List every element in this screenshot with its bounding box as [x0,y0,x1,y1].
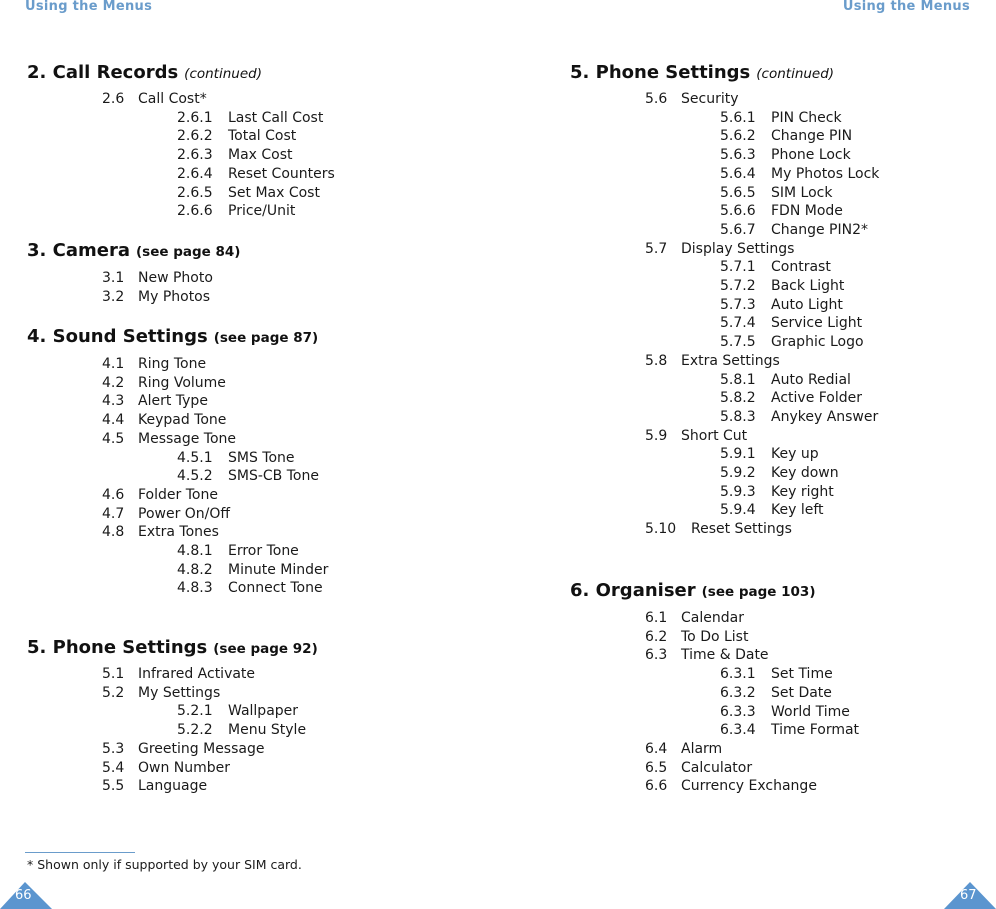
menu-item-number: 5.9.4 [720,502,756,519]
menu-item-number: 5.3 [102,740,125,757]
menu-item-label: Phone Lock [771,147,851,164]
menu-item-label: Language [138,778,208,795]
menu-item-number: 5.6.4 [720,165,756,182]
footnote: * Shown only if supported by your SIM card. [27,857,302,872]
menu-item-number: 6.2 [645,628,668,645]
section-page-note: (see page 87) [213,330,319,346]
menu-item-number: 6.3.2 [720,684,756,701]
menu-item-number: 4.4 [102,412,125,429]
left-section-title [27,326,318,347]
menu-item-label: Auto Redial [771,371,851,388]
page-number-left: 66 [15,888,32,903]
menu-item-number: 5.6.5 [720,184,756,201]
menu-item-number: 5.9 [645,427,668,444]
running-header-right: Using the Menus [842,0,970,14]
menu-item-number: 5.4 [102,759,125,776]
menu-item-number: 5.2.2 [177,722,213,739]
menu-item-number: 5.7.4 [720,315,756,332]
menu-item-label: Max Cost [228,147,293,164]
page-number-right: 67 [960,888,977,903]
menu-item-number: 2.6 [102,91,125,107]
menu-item-number: 6.1 [645,610,668,626]
menu-item-label: Reset Settings [691,521,792,538]
menu-item-label: Active Folder [771,390,863,407]
menu-item-label: Ring Volume [138,374,226,391]
menu-item-label: Key up [771,446,819,463]
section-heading: 5. Phone Settings [570,62,751,83]
menu-item-number: 6.3.4 [720,722,756,739]
menu-item-label: Connect Tone [228,580,323,597]
menu-item-label: Set Time [771,666,833,683]
menu-item-label: PIN Check [771,109,842,126]
menu-item-number: 2.6.6 [177,203,213,220]
page-number-tab-right [942,869,996,909]
menu-item-label: Reset Counters [228,165,335,182]
menu-item-number: 6.5 [645,759,668,776]
menu-item-number: 5.7.3 [720,296,756,313]
menu-item-number: 5.2.1 [177,703,213,720]
menu-item-number: 5.8.3 [720,408,756,425]
menu-item-label: Extra Settings [681,352,780,369]
menu-item-number: 6.3 [645,647,668,664]
menu-item-number: 4.3 [102,393,125,410]
menu-item-label: Service Light [771,315,863,332]
menu-item-label: Alarm [681,740,723,757]
menu-item-label: Wallpaper [228,703,299,720]
menu-item-number: 4.7 [102,505,125,522]
menu-item-label: Key right [771,483,834,500]
section-heading: 2. Call Records [27,62,179,83]
menu-item-label: Key down [771,465,839,481]
menu-item-label: Currency Exchange [681,778,817,795]
menu-item-number: 5.6.6 [720,203,756,220]
menu-item-label: My Settings [138,684,221,701]
menu-item-number: 5.8.2 [720,390,756,407]
section-page-note: (see page 92) [213,641,318,657]
menu-item-number: 2.6.1 [177,109,213,126]
menu-item-label: Keypad Tone [138,412,227,429]
menu-item-number: 2.6.5 [177,184,213,201]
menu-item-label: SMS-CB Tone [228,468,319,485]
menu-item-number: 6.3.3 [720,703,756,720]
running-header-left: Using the Menus [25,0,153,14]
menu-item-number: 4.5.1 [177,449,213,466]
menu-item-number: 2.6.3 [177,147,213,164]
menu-item-label: My Photos [138,288,211,305]
menu-item-label: Ring Tone [138,356,207,372]
right-section-title [570,62,834,83]
menu-item-label: Time & Date [681,647,769,664]
menu-item-label: Time Format [771,722,860,739]
menu-item-number: 4.8.3 [177,580,213,597]
left-section-title [27,240,240,261]
menu-item-label: FDN Mode [771,203,843,220]
menu-item-label: Folder Tone [138,486,218,503]
menu-item-label: My Photos Lock [771,165,880,182]
menu-item-number: 5.7.2 [720,278,756,294]
menu-item-label: Display Settings [681,240,795,257]
menu-item-label: Own Number [138,759,231,776]
menu-item-number: 5.6.3 [720,147,756,164]
menu-item-number: 6.4 [645,740,668,757]
menu-item-label: Graphic Logo [771,334,864,351]
menu-item-label: Last Call Cost [228,109,324,126]
menu-item-label: Minute Minder [228,561,329,578]
menu-item-number: 4.5.2 [177,468,213,485]
right-section-title [570,580,816,601]
menu-item-number: 5.8.1 [720,371,756,388]
menu-item-label: Price/Unit [228,203,296,220]
menu-item-number: 2.6.2 [177,128,213,145]
menu-item-number: 4.8.1 [177,543,213,559]
menu-item-number: 3.2 [102,288,125,305]
menu-item-number: 4.5 [102,430,125,447]
menu-item-number: 4.6 [102,486,125,503]
menu-item-number: 2.6.4 [177,165,213,182]
section-page-note: (continued) [756,66,835,82]
menu-item-label: World Time [771,703,850,720]
menu-item-label: To Do List [681,628,749,645]
menu-item-label: Power On/Off [138,505,231,522]
menu-item-number: 4.8 [102,524,125,541]
menu-item-number: 5.5 [102,778,125,795]
menu-item-number: 6.6 [645,778,668,795]
menu-item-number: 3.1 [102,270,125,286]
section-heading: 3. Camera [27,240,130,261]
menu-item-label: Infrared Activate [138,666,256,682]
menu-item-number: 5.9.1 [720,446,756,463]
menu-item-label: Back Light [771,278,845,294]
section-page-note: (see page 103) [701,584,816,600]
menu-item-number: 4.2 [102,374,125,391]
menu-item-label: Error Tone [228,543,299,559]
left-section-title [27,637,318,658]
menu-item-number: 5.7.1 [720,259,756,276]
menu-item-label: Short Cut [681,427,748,444]
menu-item-number: 5.6.7 [720,221,756,238]
menu-item-number: 5.9.3 [720,483,756,500]
menu-item-label: Alert Type [138,393,208,410]
menu-item-label: Set Max Cost [228,184,320,201]
menu-item-number: 5.7 [645,240,668,257]
page-number-tab-left [0,869,54,909]
menu-item-label: Extra Tones [138,524,219,541]
menu-item-label: Auto Light [771,296,843,313]
menu-item-number: 5.7.5 [720,334,756,351]
menu-item-number: 6.3.1 [720,666,756,683]
menu-item-number: 5.6.1 [720,109,756,126]
menu-item-label: Total Cost [228,128,297,145]
section-page-note: (see page 84) [135,244,241,260]
menu-item-label: Contrast [771,259,831,276]
menu-item-label: Anykey Answer [771,408,879,425]
menu-item-label: Call Cost* [138,91,207,107]
footnote-rule [25,852,135,853]
menu-item-number: 5.2 [102,684,125,701]
menu-item-number: 5.6.2 [720,128,756,145]
menu-item-label: Calendar [681,610,744,626]
menu-item-label: SMS Tone [228,449,295,466]
menu-item-label: Change PIN [771,128,853,145]
menu-item-number: 5.8 [645,352,668,369]
menu-item-number: 5.9.2 [720,465,756,481]
menu-item-label: Message Tone [138,430,237,447]
menu-item-number: 4.8.2 [177,561,213,578]
section-page-note: (continued) [184,66,262,82]
menu-item-number: 5.10 [645,521,677,538]
left-section-title [27,62,262,83]
menu-item-number: 4.1 [102,356,125,372]
menu-item-label: Change PIN2* [771,221,869,238]
section-heading: 6. Organiser [570,580,696,601]
menu-item-label: SIM Lock [771,184,833,201]
menu-item-label: Greeting Message [138,740,265,757]
menu-item-label: New Photo [138,270,213,286]
menu-item-label: Security [681,91,739,107]
section-heading: 5. Phone Settings [27,637,208,658]
menu-item-label: Calculator [681,759,753,776]
menu-item-number: 5.1 [102,666,125,682]
menu-item-label: Key left [771,502,824,519]
section-heading: 4. Sound Settings [27,326,208,347]
menu-item-label: Set Date [771,684,832,701]
menu-item-label: Menu Style [228,722,307,739]
menu-item-number: 5.6 [645,91,668,107]
